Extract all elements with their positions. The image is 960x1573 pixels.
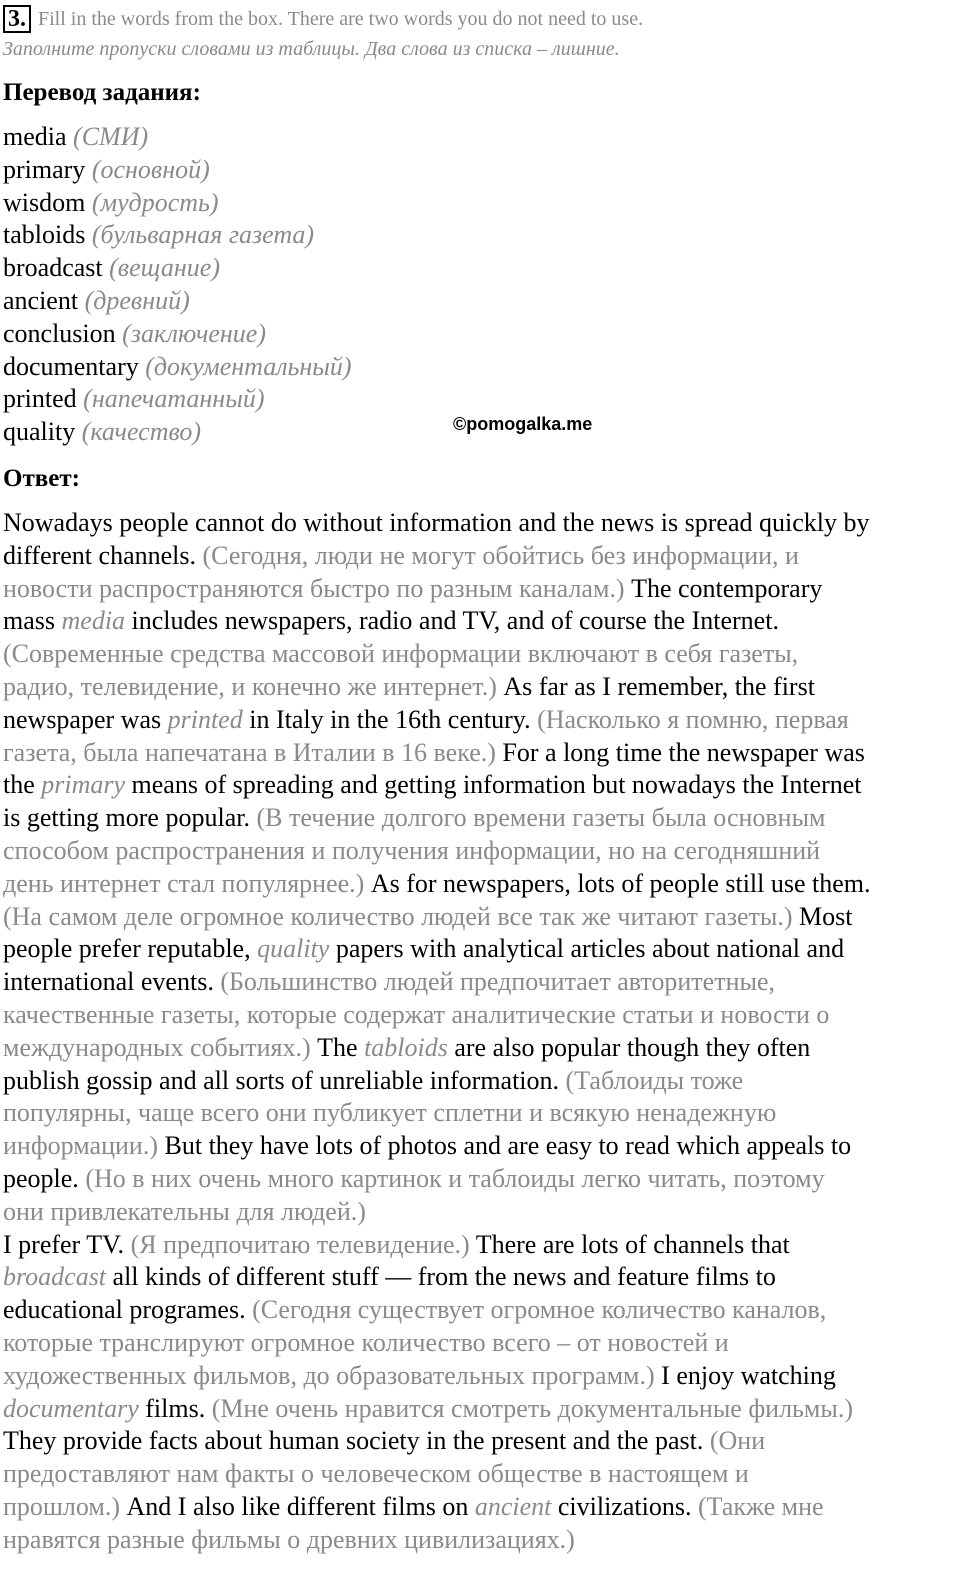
instruction-en-text: Fill in the words from the box. There are two words you do not need to use. <box>38 8 644 30</box>
english-segment: films. <box>138 1393 212 1423</box>
english-segment: people. <box>3 1163 86 1193</box>
translation-segment: (Мне очень нравится смотреть документальные фильмы.) <box>211 1393 853 1423</box>
word-item <box>3 187 352 220</box>
word-item <box>3 318 352 351</box>
translation-segment: (Насколько я помню, первая <box>537 704 849 734</box>
word-ru: (СМИ) <box>73 122 149 151</box>
answer-line <box>3 605 960 638</box>
answer-line <box>3 868 960 901</box>
english-segment: the <box>3 770 42 800</box>
english-segment: For a long time the newspaper was <box>495 737 865 767</box>
english-segment: different channels. <box>3 540 203 570</box>
translation-segment: день интернет стал популярнее.) <box>3 868 365 898</box>
english-segment: means of spreading and getting information but nowadays the Internet <box>125 770 862 800</box>
english-segment: As far as I remember, the first <box>496 671 815 701</box>
answer-line <box>3 1229 960 1262</box>
answer-line <box>3 1491 960 1524</box>
english-segment: The contemporary <box>624 573 823 603</box>
english-segment: mass <box>3 606 62 636</box>
translation-segment: радио, телевидение, и конечно же интернет.) <box>3 671 497 701</box>
english-segment: As for newspapers, lots of people still use them. <box>364 868 871 898</box>
translation-segment: газета, была напечатана в Италии в 16 веке.) <box>3 737 496 767</box>
english-segment: newspaper was <box>3 704 168 734</box>
filled-word: ancient <box>474 1491 552 1521</box>
answer-line <box>3 1032 960 1065</box>
answer-line <box>3 1097 960 1130</box>
answer-line <box>3 638 960 671</box>
answer-line <box>3 704 960 737</box>
english-segment: Nowadays people cannot do without information and the news is spread quickly by <box>3 508 870 537</box>
translation-segment: (Также мне <box>697 1491 824 1521</box>
translation-segment: (Таблоиды тоже <box>565 1065 744 1095</box>
english-segment: I prefer TV. <box>3 1229 131 1259</box>
answer-line <box>3 1360 960 1393</box>
translation-segment: международных событиях.) <box>3 1032 311 1062</box>
answer-line <box>3 1163 960 1196</box>
english-segment: educational programes. <box>3 1295 253 1325</box>
word-item <box>3 154 352 187</box>
answer-text <box>3 507 960 1557</box>
translation-segment: они привлекательны для людей.) <box>3 1196 366 1226</box>
english-segment: But they have lots of photos and are easy to read which appeals to <box>158 1131 852 1161</box>
answer-line <box>3 966 960 999</box>
word-ru: (напечатанный) <box>83 384 265 414</box>
filled-word: printed <box>167 704 243 734</box>
translation-segment: способом распространения и получения информации, но на сегодняшний <box>3 835 821 865</box>
answer-line <box>3 835 960 868</box>
word-ru: (заключение) <box>122 318 267 348</box>
word-en: media <box>3 122 67 151</box>
english-segment: There are lots of channels that <box>469 1229 790 1259</box>
translation-segment: качественные газеты, которые содержат аналитические статьи и новости о <box>3 999 830 1029</box>
task-instruction-en <box>3 4 643 34</box>
translation-segment: (Сегодня, люди не могут обойтись без информации, и <box>202 540 799 570</box>
answer-line <box>3 671 960 704</box>
task-instruction-ru: Заполните пропуски словами из таблицы. Два слова из списка – лишние. <box>3 38 620 60</box>
translation-segment: новости распространяются быстро по разным каналам.) <box>3 573 625 603</box>
answer-line <box>3 1294 960 1327</box>
english-segment: They provide facts about human society in the present and the past. <box>3 1426 710 1456</box>
filled-word: quality <box>257 934 330 964</box>
word-en: ancient <box>3 285 79 315</box>
word-item <box>3 416 352 449</box>
filled-word: primary <box>41 770 126 800</box>
translation-segment: которые транслируют огромное количество всего – от новостей и <box>3 1327 729 1357</box>
translation-segment: художественных фильмов, до образовательных программ.) <box>3 1360 655 1390</box>
answer-line <box>3 1425 960 1458</box>
translation-segment: прошлом.) <box>3 1491 121 1521</box>
answer-line <box>3 1196 960 1229</box>
answer-line <box>3 1393 960 1426</box>
word-ru: (мудрость) <box>91 187 219 217</box>
word-list <box>3 121 352 449</box>
word-item <box>3 383 352 416</box>
word-ru: (вещание) <box>109 253 220 283</box>
word-ru: (древний) <box>84 285 190 315</box>
answer-line <box>3 999 960 1032</box>
translation-segment: (В течение долгого времени газеты была основным <box>256 803 826 833</box>
word-en: documentary <box>3 351 139 381</box>
word-ru: (основной) <box>91 154 210 184</box>
english-segment: all kinds of different stuff — from the news and feature films to <box>106 1262 776 1292</box>
english-segment: in Italy in the 16th century. <box>242 704 538 734</box>
answer-line <box>3 1261 960 1294</box>
english-segment: civilizations. <box>551 1491 698 1521</box>
english-segment: international events. <box>3 967 221 997</box>
word-item <box>3 219 352 252</box>
translation-segment: популярны, чаще всего они публикует сплетни и всякую ненадежную <box>3 1098 777 1128</box>
english-segment: people prefer reputable, <box>3 934 258 964</box>
answer-line <box>3 1130 960 1163</box>
answer-line <box>3 737 960 770</box>
answer-line <box>3 573 960 606</box>
word-ru: (бульварная газета) <box>91 220 315 250</box>
answer-line <box>3 1327 960 1360</box>
english-segment: papers with analytical articles about national and <box>329 934 845 964</box>
answer-line <box>3 769 960 802</box>
word-en: printed <box>3 384 77 414</box>
word-item <box>3 121 352 154</box>
translation-segment: (Я предпочитаю телевидение.) <box>130 1229 470 1259</box>
word-en: conclusion <box>3 318 116 348</box>
answer-line <box>3 1524 960 1557</box>
word-en: primary <box>3 154 86 184</box>
word-ru: (качество) <box>81 417 202 447</box>
answer-line <box>3 1458 960 1491</box>
word-en: tabloids <box>3 220 86 250</box>
filled-word: tabloids <box>364 1032 448 1062</box>
translation-segment: (На самом деле огромное количество людей все так же читают газеты.) <box>3 901 793 931</box>
word-item <box>3 252 352 285</box>
english-segment: I enjoy watching <box>654 1360 836 1390</box>
translation-segment: (Большинство людей предпочитает авторитетные, <box>220 967 775 997</box>
task-number: 3. <box>3 5 31 33</box>
translation-segment: (Сегодня существует огромное количество каналов, <box>252 1295 827 1325</box>
answer-heading: Ответ: <box>3 465 80 492</box>
translation-segment: информации.) <box>3 1131 158 1161</box>
translation-heading: Перевод задания: <box>3 79 201 106</box>
word-en: wisdom <box>3 187 86 217</box>
answer-line <box>3 507 960 540</box>
watermark: ©pomogalka.me <box>453 414 593 434</box>
translation-segment: (Современные средства массовой информации включают в себя газеты, <box>3 639 799 669</box>
translation-segment: предоставляют нам факты о человеческом обществе в настоящем и <box>3 1459 749 1489</box>
answer-line <box>3 540 960 573</box>
word-en: quality <box>3 417 76 447</box>
answer-line <box>3 1065 960 1098</box>
answer-line <box>3 933 960 966</box>
english-segment: And I also like different films on <box>120 1491 475 1521</box>
word-item <box>3 351 352 384</box>
word-item <box>3 285 352 318</box>
answer-line <box>3 802 960 835</box>
english-segment: publish gossip and all sorts of unreliable information. <box>3 1065 566 1095</box>
filled-word: broadcast <box>3 1262 107 1292</box>
filled-word: media <box>61 606 126 636</box>
filled-word: documentary <box>3 1393 139 1423</box>
answer-line <box>3 901 960 934</box>
translation-segment: (Они <box>709 1426 766 1456</box>
english-segment: Most <box>792 901 853 931</box>
english-segment: The <box>310 1032 365 1062</box>
english-segment: are also popular though they often <box>447 1032 811 1062</box>
word-en: broadcast <box>3 253 103 283</box>
translation-segment: нравятся разные фильмы о древних цивилизациях.) <box>3 1524 575 1554</box>
english-segment: includes newspapers, radio and TV, and of course the Internet. <box>125 606 779 636</box>
word-ru: (документальный) <box>145 351 352 381</box>
english-segment: is getting more popular. <box>3 803 257 833</box>
translation-segment: (Но в них очень много картинок и таблоиды легко читать, поэтому <box>85 1163 825 1193</box>
